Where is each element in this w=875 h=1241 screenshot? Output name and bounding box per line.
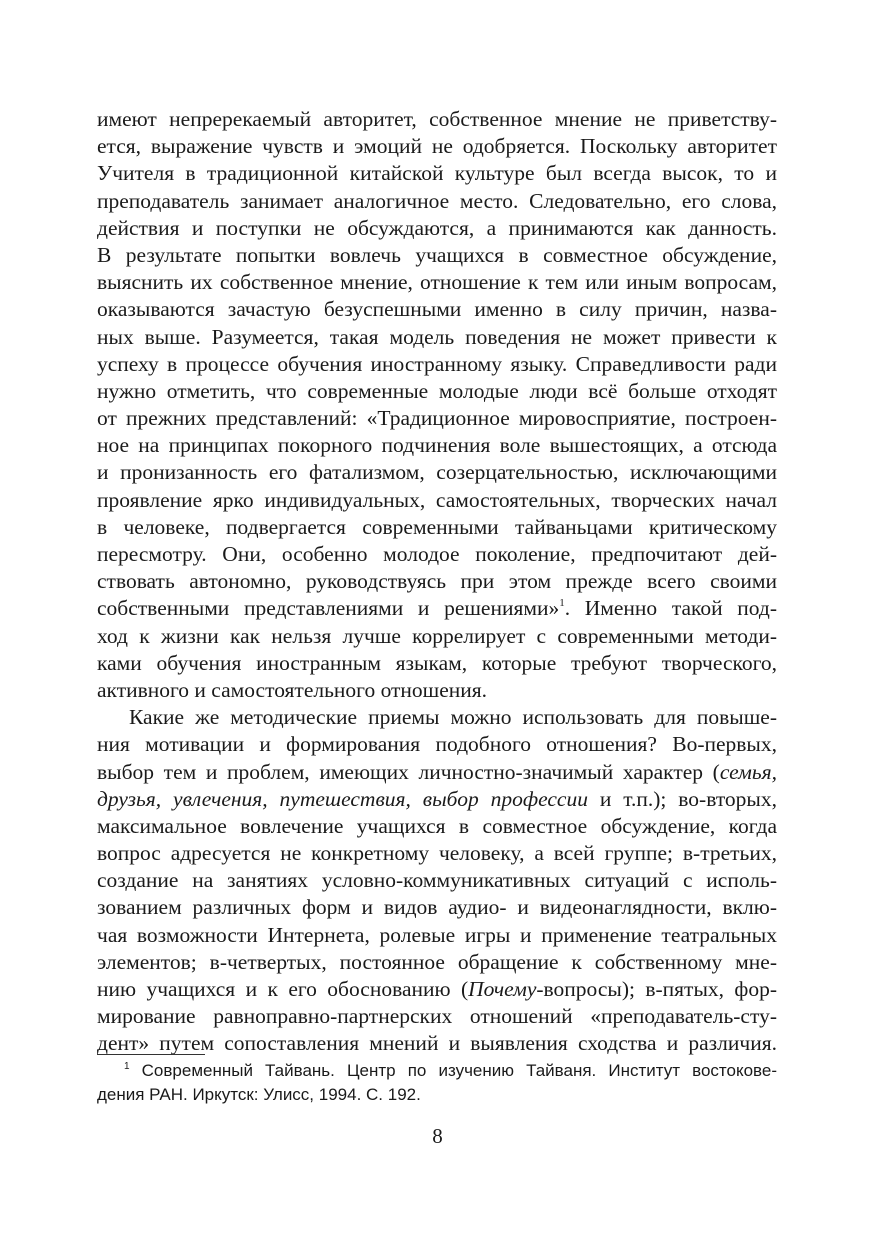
footnote-reference[interactable]: 1 (559, 597, 565, 610)
text-line: Учителя в традиционной китайской культуре был всегда высок, то и (97, 161, 777, 186)
text-line: от прежних представлений: «Традиционное мировосприятие, построен- (97, 406, 777, 431)
text-line: В результате попытки вовлечь учащихся в совместное обсуждение, (97, 242, 777, 267)
text-line: активного и самостоятельного отношения. (97, 677, 488, 702)
text-line: мирование равноправно-партнерских отношений «преподаватель-сту- (97, 1004, 777, 1029)
paragraph-2 (97, 704, 777, 1057)
quote-end-text: собственными представлениями и решениями» (97, 596, 560, 621)
text-line: ками обучения иностранным языкам, которые требуют творческого, (97, 650, 777, 675)
text-line: ход к жизни как нельзя лучше коррелирует с современными методи- (97, 623, 777, 648)
italic-topic-list: семья, (719, 759, 777, 784)
text-line: элементов; в-четвертых, постоянное обращение к собственному мне- (97, 949, 777, 974)
italic-why-word: Почему (468, 977, 537, 1001)
text-line-with-footnote-ref (97, 595, 777, 622)
text-line: ных выше. Разумеется, такая модель поведения не может привести к (97, 324, 777, 349)
paragraph-1 (97, 106, 777, 704)
text-line: в человеке, подвергается современными тайваньцами критическому (97, 514, 777, 539)
text-line: оказываются зачастую безуспешными именно в силу причин, назва- (97, 297, 777, 322)
footnote (97, 1059, 777, 1107)
text-line: действия и поступки не обсуждаются, а принимаются как данность. (97, 215, 777, 240)
text-line: проявление ярко индивидуальных, самостоятельных, творческих начал (97, 487, 777, 512)
text-line: успеху в процессе обучения иностранному языку. Справедливости ради (97, 351, 777, 376)
text-line: чая возможности Интернета, ролевые игры и применение театральных (97, 922, 777, 947)
sentence-start-text: . Именно такой под- (564, 596, 777, 621)
text-line: преподаватель занимает аналогичное место. Следовательно, его слова, (97, 188, 777, 213)
italic-topic-list: друзья, увлечения, путешествия, выбор профессии (97, 786, 588, 811)
text-line: ния мотивации и формирования подобного отношения? Во-первых, (97, 732, 777, 757)
text-line: дент» путем сопоставления мнений и выявления сходства и различия. (97, 1031, 777, 1056)
footnote-divider (97, 1054, 205, 1055)
footnote-line (97, 1059, 777, 1083)
text-line: ствовать автономно, руководствуясь при этом прежде всего своими (97, 569, 777, 594)
text-line: ное на принципах покорного подчинения воле вышестоящих, а отсюда (97, 433, 777, 458)
text-line: пересмотру. Они, особенно молодое поколение, предпочитают дей- (97, 542, 777, 566)
text-line: создание на занятиях условно-коммуникативных ситуаций с исполь- (97, 868, 777, 893)
text-line: зованием различных форм и видов аудио- и видеонаглядности, вклю- (97, 895, 777, 920)
text-line: ется, выражение чувств и эмоций не одобряется. Поскольку авторитет (97, 134, 777, 159)
plain-text: нию учащихся и к его обоснованию ( (97, 977, 469, 1001)
footnote-line: дения РАН. Иркутск: Улисс, 1994. С. 192. (97, 1085, 421, 1104)
text-line: и пронизанность его фатализмом, созерцательностью, исключающими (97, 460, 777, 485)
text-line: имеют непререкаемый авторитет, собственное мнение не приветству- (97, 107, 777, 131)
text-line: максимальное вовлечение учащихся в совместное обсуждение, когда (97, 813, 777, 838)
text-line-with-italic (97, 976, 777, 1003)
text-line-with-italic (97, 759, 777, 786)
plain-text: и т.п.); во-вторых, (587, 786, 778, 811)
footnote-mark: 1 (124, 1061, 130, 1072)
plain-text: -вопросы); в-пятых, фор- (536, 977, 778, 1001)
text-line: вопрос адресуется не конкретному человеку, а всей группе; в-третьих, (97, 841, 777, 866)
footnote-text: Современный Тайвань. Центр по изучению Тайваня. Институт востокове- (129, 1061, 777, 1080)
plain-text: выбор тем и проблем, имеющих личностно-значимый характер ( (97, 759, 720, 784)
page-number: 8 (432, 1124, 443, 1148)
text-line: выяснить их собственное мнение, отношение к тем или иным вопросам, (97, 270, 777, 295)
text-line: Какие же методические приемы можно использовать для повыше- (129, 705, 777, 730)
text-line-with-italic (97, 786, 777, 813)
text-line: нужно отметить, что современные молодые люди всё больше отходят (97, 378, 777, 403)
page-body (97, 106, 777, 1058)
